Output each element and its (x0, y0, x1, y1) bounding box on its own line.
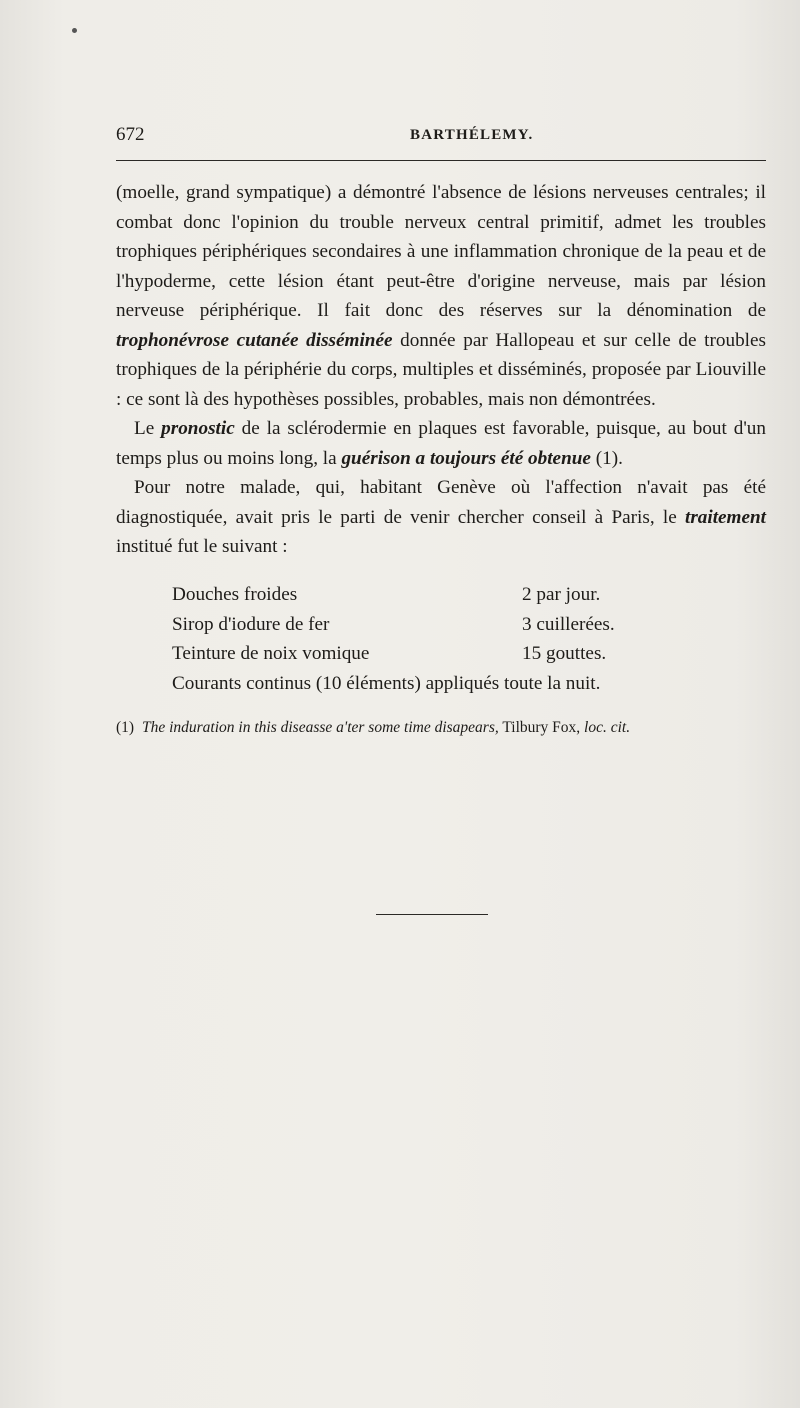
text-run: Le (134, 418, 162, 439)
text-run: Pour notre malade, qui, habitant Genève où l'affection n'avait pas été diagnostiquée, avait pris le parti de venir chercher conseil à Paris, le (116, 477, 766, 528)
prescription-amount: 15 gouttes. (522, 643, 607, 664)
text-run: donnée par Hallopeau et sur celle de troubles trophiques de la périphérie du corps, multiples et disséminés, proposée par Liouville : ce sont là des hypothèses possibles, probables, mais non démontrées. (116, 329, 766, 410)
emphasis-term: pronostic (161, 418, 235, 439)
paragraph-3 (116, 473, 766, 562)
prescription-row (172, 584, 732, 614)
footnote-mark: (1) (116, 719, 135, 736)
header-rule (116, 160, 766, 161)
prescription-item: Teinture de noix vomique (172, 643, 370, 664)
ink-speck (72, 28, 77, 33)
emphasis-term: guérison a toujours été obtenue (341, 447, 591, 469)
prescription-row (172, 673, 732, 703)
emphasis-term: traitement (684, 506, 766, 528)
footnote-author: Tilbury Fox, (498, 719, 585, 736)
prescription-row (172, 614, 732, 644)
end-rule (376, 914, 488, 915)
page-number: 672 (116, 124, 145, 145)
emphasis-term: trophonévrose cutanée disséminée (116, 329, 393, 351)
footnote-quote: The induration in this diseasse a'ter some time disapears, (141, 719, 499, 736)
prescription-list (172, 584, 732, 702)
paragraph-2 (116, 414, 766, 473)
running-title: BARTHÉLEMY. (410, 127, 534, 143)
text-run: de la sclérodermie en plaques est favorable, puisque, au bout d'un temps plus ou moins long, la (116, 418, 766, 469)
prescription-item: Douches froides (172, 584, 298, 605)
body-text (116, 178, 766, 562)
running-head (116, 124, 766, 148)
text-run: institué fut le suivant : (116, 536, 288, 557)
prescription-item: Courants continus (10 éléments) appliqués toute la nuit. (172, 672, 601, 694)
prescription-row (172, 643, 732, 673)
prescription-amount: 2 par jour. (522, 584, 601, 605)
footnote (116, 717, 766, 738)
text-run: (1). (590, 447, 623, 469)
text-run: (moelle, grand sympatique) a démontré l'absence de lésions nerveuses centrales; il combat donc l'opinion du trouble nerveux central primitif, admet les troubles trophiques périphériques secondaires à une inflammation chronique de la peau et de l'hypoderme, cette lésion étant peut-être d'origine nerveuse, mais par lésion nerveuse périphérique. Il fait donc des réserves sur la dénomination de (116, 182, 766, 321)
prescription-amount: 3 cuillerées. (522, 613, 615, 635)
prescription-item: Sirop d'iodure de fer (172, 613, 330, 635)
paragraph-1 (116, 178, 766, 414)
footnote-ref: loc. cit. (584, 719, 631, 736)
